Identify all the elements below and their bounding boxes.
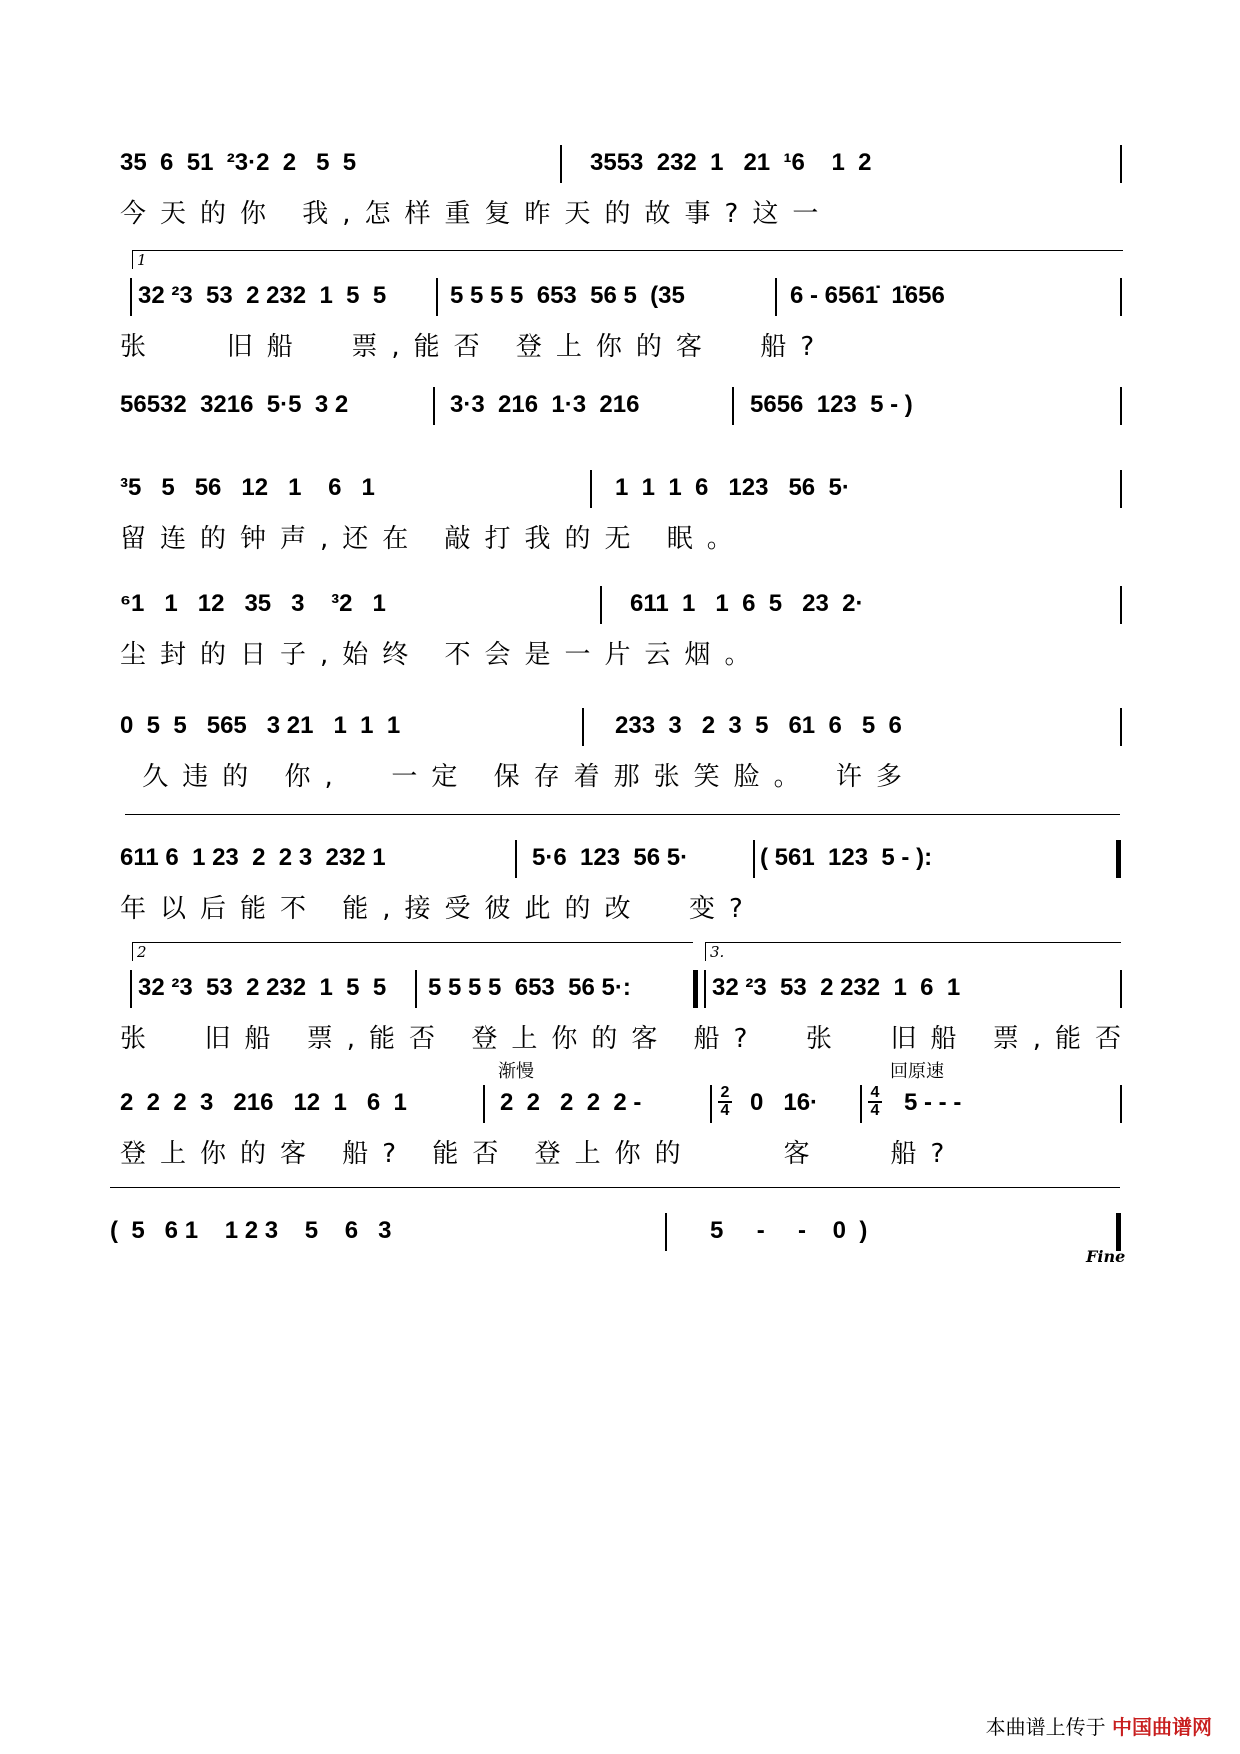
barline — [710, 1085, 712, 1123]
notes-measure-3: 0 16· — [750, 1089, 819, 1116]
lyrics: 今天的你 我,怎样重复昨天的故事?这一 — [120, 199, 833, 229]
barline — [732, 387, 734, 425]
lyrics: 登上你的客 船? 能否 登上你的 客 船? — [120, 1139, 959, 1169]
barline — [600, 586, 602, 624]
notation — [120, 970, 1130, 1010]
section-bracket — [125, 814, 1120, 833]
notes-measure-1: 0 5 5 565 3 21 1 1 1 — [120, 712, 401, 739]
lyrics: 久违的 你, 一定 保存着那张笑脸。 许多 — [120, 762, 916, 792]
barline — [704, 970, 706, 1008]
notes-measure-2: 233 3 2 3 5 61 6 5 6 — [615, 712, 902, 739]
final-barline — [1116, 1213, 1121, 1251]
barline — [860, 1085, 862, 1123]
barline — [433, 387, 435, 425]
barline — [130, 278, 132, 316]
notation — [120, 470, 1130, 510]
footer-watermark — [986, 1711, 1212, 1740]
time-signature-2-4: 2 4 — [718, 1085, 732, 1119]
score-line-10 — [110, 1213, 1130, 1323]
score-line-7 — [120, 840, 1130, 950]
score-line-9 — [120, 1061, 1130, 1195]
barline — [130, 970, 132, 1008]
notation — [120, 145, 1130, 185]
notes-measure-2: 3·3 216 1·3 216 — [450, 391, 640, 418]
section-bracket — [110, 1187, 1120, 1206]
notes-measure-1: 56532 3216 5·5 3 2 — [120, 391, 349, 418]
barline — [590, 470, 592, 508]
notes-measure-1: 32 ²3 53 2 232 1 5 5 — [138, 282, 387, 309]
volta-3-bracket: 3. — [705, 942, 1121, 961]
lyrics: 张 旧船 票,能否 登上你的客 船? 张 旧船 票,能否 — [120, 1024, 1135, 1054]
tempo-mark-a-tempo: 回原速 — [890, 1061, 944, 1082]
notes-measure-3: ( 561 123 5 - ): — [760, 844, 933, 871]
score-line-5 — [120, 586, 1130, 696]
volta-1-bracket: 1 — [132, 250, 1123, 269]
score-line-1 — [120, 145, 1130, 255]
score-line-2 — [120, 251, 1130, 388]
site-brand-logo: 中国曲谱网 — [1112, 1715, 1212, 1739]
lyrics: 尘封的日子,始终 不会是一片云烟。 — [120, 640, 765, 670]
volta-2-bracket: 2 — [132, 942, 693, 961]
fine-mark: Fine — [1086, 1247, 1126, 1266]
notation — [120, 1085, 1130, 1125]
notation — [110, 1213, 1130, 1253]
notation — [120, 278, 1130, 318]
notation — [120, 387, 1130, 427]
barline — [1120, 586, 1122, 624]
notes-measure-3: 6 - 6561̇ 1̇656 — [790, 282, 945, 309]
notes-measure-2: 5·6 123 56 5· — [532, 844, 689, 871]
notes-measure-2: 5 - - 0 ) — [710, 1217, 868, 1244]
barline — [560, 145, 562, 183]
notation — [120, 708, 1130, 748]
notation — [120, 840, 1130, 880]
notes-measure-3: 5656 123 5 - ) — [750, 391, 913, 418]
barline — [1120, 708, 1122, 746]
barline — [665, 1213, 667, 1251]
notation — [120, 586, 1130, 626]
score-line-6 — [120, 708, 1130, 818]
barline — [1120, 470, 1122, 508]
notes-measure-1: 35 6 51 ²3·2 2 5 5 — [120, 149, 357, 176]
lyrics: 年以后能不 能,接受彼此的改 变? — [120, 894, 757, 924]
tempo-mark-ritardando: 渐慢 — [498, 1061, 534, 1082]
lyrics: 留连的钟声,还在 敲打我的无 眠。 — [120, 524, 747, 554]
barline — [415, 970, 417, 1008]
notes-measure-4: 5 - - - — [904, 1089, 962, 1116]
barline — [775, 278, 777, 316]
score-line-8 — [120, 943, 1135, 1080]
notes-measure-2: 5 5 5 5 653 56 5 (35 — [450, 282, 685, 309]
notes-measure-2: 2 2 2 2 2 - — [500, 1089, 642, 1116]
barline — [1120, 145, 1122, 183]
barline — [753, 840, 755, 878]
footer-text: 本曲谱上传于 — [985, 1715, 1106, 1739]
notes-measure-3: 32 ²3 53 2 232 1 6 1 — [712, 974, 961, 1001]
barline — [1120, 387, 1122, 425]
notes-measure-2: 1 1 1 6 123 56 5· — [615, 474, 850, 501]
barline — [515, 840, 517, 878]
notes-measure-1: 611 6 1 23 2 2 3 232 1 — [120, 844, 386, 871]
notes-measure-1: ( 5 6 1 1 2 3 5 6 3 — [110, 1217, 392, 1244]
notes-measure-1: 2 2 2 3 216 12 1 6 1 — [120, 1089, 407, 1116]
repeat-barline — [693, 970, 698, 1008]
repeat-barline — [1116, 840, 1121, 878]
barline — [1120, 970, 1122, 1008]
notes-measure-1: 32 ²3 53 2 232 1 5 5 — [138, 974, 387, 1001]
notes-measure-2: 611 1 1 6 5 23 2· — [630, 590, 864, 617]
notes-measure-2: 5 5 5 5 653 56 5·: — [428, 974, 631, 1001]
barline — [582, 708, 584, 746]
barline — [483, 1085, 485, 1123]
notes-measure-1: ³5 5 56 12 1 6 1 — [120, 474, 375, 501]
notes-measure-2: 3553 232 1 21 ¹6 1 2 — [590, 149, 872, 176]
barline — [436, 278, 438, 316]
barline — [1120, 1085, 1122, 1123]
score-line-4 — [120, 470, 1130, 580]
lyrics: 张 旧船 票,能否 登上你的客 船? — [120, 332, 829, 362]
barline — [1120, 278, 1122, 316]
notes-measure-1: ⁶1 1 12 35 3 ³2 1 — [120, 590, 386, 617]
time-signature-4-4: 4 4 — [868, 1085, 882, 1119]
